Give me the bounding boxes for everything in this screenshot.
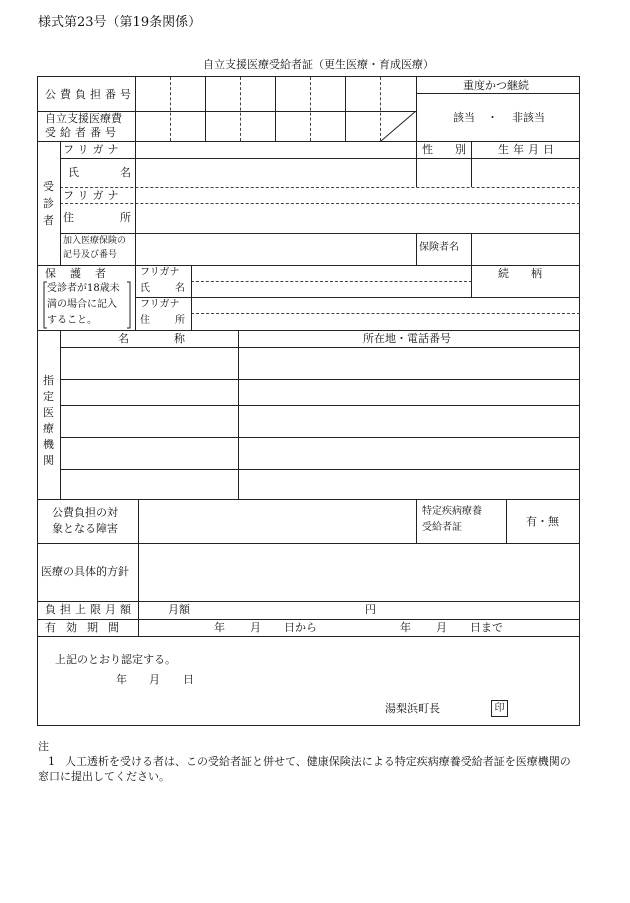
rule: [38, 619, 580, 620]
rule: [38, 141, 580, 142]
rule: [60, 233, 580, 234]
guardian-note-2: 満の場合に記入: [47, 299, 117, 310]
rule: [275, 77, 276, 141]
certificate-form: [37, 76, 580, 726]
rule: [416, 499, 417, 543]
validity-from: 日から: [284, 621, 317, 634]
rule: [60, 405, 580, 406]
rule: [310, 77, 311, 141]
cert-month: 月: [149, 673, 160, 686]
sex-label-2: 別: [455, 143, 466, 156]
guardian-label: 保護者: [45, 267, 120, 280]
note-1-line-1: 人工透析を受ける者は、この受給者証と併せて、健康保険法による特定疾病療養受給者証を医療機関の: [65, 755, 571, 768]
institution-address-col: 所在地・電話番号: [363, 332, 451, 345]
relationship-label: 続柄: [498, 267, 564, 280]
rule: [191, 281, 472, 282]
rule: [38, 636, 580, 637]
rule: [170, 77, 171, 141]
patient-name-label-1: 氏: [68, 166, 79, 179]
rule: [191, 313, 580, 314]
rule: [60, 187, 580, 188]
validity-year-from: 年: [214, 621, 225, 634]
institution-section-label: 指定医療機関: [43, 374, 54, 467]
form-number: 様式第23号（第19条関係）: [38, 15, 202, 30]
rule: [191, 265, 192, 330]
guardian-name-label-1: 氏: [140, 283, 150, 294]
rule: [135, 77, 136, 141]
rule: [135, 297, 580, 298]
insurance-label-1: 加入医療保険の: [63, 236, 127, 246]
yen-label: 円: [365, 603, 376, 616]
patient-address-label-2: 所: [120, 211, 131, 224]
rule: [416, 93, 580, 94]
validity-year-to: 年: [400, 621, 411, 634]
guardian-address-label-1: 住: [140, 315, 150, 326]
seal-mark: 印: [491, 700, 508, 717]
guardian-furigana-label: フリガナ: [140, 267, 180, 278]
rule: [506, 499, 507, 543]
validity-month-from: 月: [250, 621, 261, 634]
rule: [205, 77, 206, 141]
rule: [416, 141, 417, 187]
note-1-line-2: 窓口に提出してください。: [38, 770, 170, 783]
certification-text: 上記のとおり認定する。: [55, 653, 176, 666]
rule: [471, 141, 472, 187]
applicable-option: 該当: [453, 111, 475, 124]
rule: [138, 499, 139, 601]
guardian-name-label-2: 名: [175, 283, 185, 294]
rule: [240, 77, 241, 141]
rule: [38, 601, 580, 602]
guardian-address-label-2: 所: [175, 315, 185, 326]
rule: [60, 469, 580, 470]
recipient-number-label-2: 受給者番号: [45, 126, 120, 139]
institution-name-col-1: 名: [118, 332, 129, 345]
rule: [135, 141, 136, 265]
rule: [60, 203, 580, 204]
rule: [60, 437, 580, 438]
specific-disease-label-1: 特定疾病療養: [422, 506, 482, 517]
validity-until: 日まで: [470, 621, 503, 634]
public-payer-number-label: 公費負担番号: [45, 88, 135, 101]
specific-disease-label-2: 受給者証: [422, 522, 462, 533]
note-1-number: 1: [48, 755, 55, 768]
rule: [238, 330, 239, 499]
guardian-note-3: すること。: [47, 315, 97, 326]
rule: [38, 499, 580, 500]
rule: [135, 265, 136, 330]
guardian-furigana-label-2: フリガナ: [140, 299, 180, 310]
rule: [471, 233, 472, 265]
policy-label: 医療の具体的方針: [41, 565, 129, 578]
rule: [38, 543, 580, 544]
rule: [471, 265, 472, 297]
diagonal-line: [381, 111, 417, 142]
disability-label-1: 公費負担の対: [52, 506, 118, 519]
patient-furigana-label: フリガナ: [63, 143, 123, 156]
rule: [38, 265, 580, 266]
institution-name-col-2: 称: [174, 332, 185, 345]
cert-year: 年: [116, 673, 127, 686]
validity-month-to: 月: [436, 621, 447, 634]
rule: [345, 77, 346, 141]
rule: [60, 379, 580, 380]
limit-label: 負担上限月額: [45, 603, 135, 616]
form-title: 自立支援医療受給者証（更生医療・育成医療）: [203, 58, 434, 71]
recipient-number-label-1: 自立支援医療費: [45, 112, 122, 125]
rule: [416, 233, 417, 265]
notes-heading: 注: [38, 740, 49, 753]
insurer-name-label: 保険者名: [419, 242, 459, 253]
yes-no-options: 有・無: [526, 515, 559, 528]
rule: [60, 330, 61, 499]
monthly-label: 月額: [168, 603, 190, 616]
not-applicable-option: 非該当: [512, 111, 545, 124]
rule: [60, 158, 580, 159]
rule: [138, 601, 139, 636]
disability-label-2: 象となる障害: [52, 522, 118, 535]
rule: [60, 347, 580, 348]
birthdate-label: 生年月日: [498, 143, 558, 156]
validity-label: 有効期間: [45, 621, 129, 634]
sex-label-1: 性: [422, 143, 433, 156]
insurance-label-2: 記号及び番号: [63, 250, 118, 260]
severe-continuing-label: 重度かつ継続: [463, 79, 529, 92]
mayor-title: 湯梨浜町長: [385, 702, 440, 715]
cert-day: 日: [183, 673, 194, 686]
guardian-note-1: 受診者が18歳未: [47, 283, 120, 294]
patient-furigana-label-2: フリガナ: [63, 189, 123, 202]
rule: [60, 141, 61, 265]
patient-section-label: 受診者: [43, 180, 54, 227]
patient-address-label-1: 住: [63, 211, 74, 224]
option-separator: ・: [487, 111, 498, 124]
rule: [38, 330, 580, 331]
patient-name-label-2: 名: [120, 166, 131, 179]
